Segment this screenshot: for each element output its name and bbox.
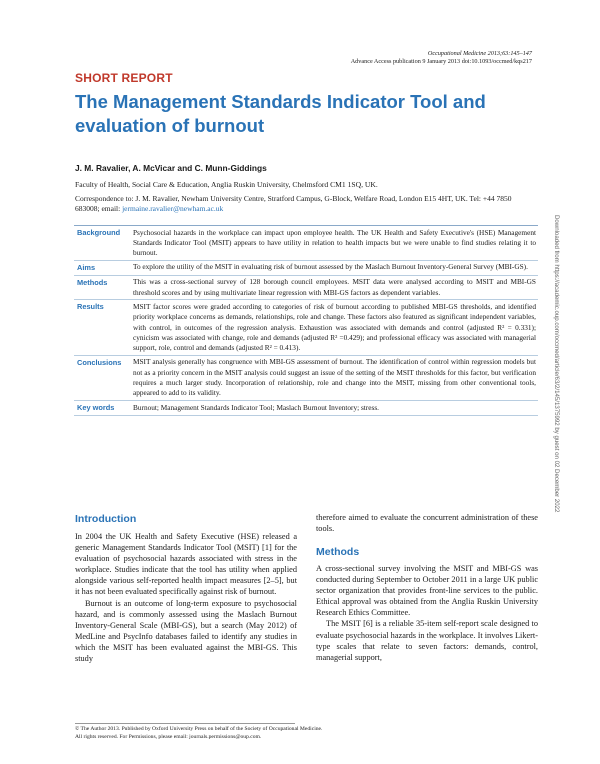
methods-paragraph: A cross-sectional survey involving the MSIT and MBI-GS was conducted during September to October 2011 in a large UK public sector organization that provides front-line services to the public. Ethical approval was obtained from the Anglia Ruskin University Research Ethics Committee. <box>316 564 538 618</box>
intro-paragraph: therefore aimed to evaluate the concurrent administration of these tools. <box>316 513 538 534</box>
abstract-row-aims <box>74 261 538 276</box>
abstract-label: Key words <box>77 403 115 413</box>
abstract-row-results <box>74 300 538 355</box>
abstract-row-keywords <box>74 401 538 416</box>
article-title: The Management Standards Indicator Tool and evaluation of burnout <box>75 91 486 136</box>
email-link[interactable]: jermaine.ravalier@newham.ac.uk <box>122 204 224 213</box>
methods-heading: Methods <box>316 546 360 558</box>
abstract-text: MSIT analysis generally has congruence with MBI-GS assessment of burnout. The identification of control within regression models but not as a priority concern in the MSIT analysis could suggest an issue of the setting of the MSIT thresholds for this factor, but verification requires a much larger study. Incorporation of relationship, role and change into the MSIT, missing from other conventional tools, appeared to add to its validity. <box>133 357 536 398</box>
abstract-label: Conclusions <box>77 357 122 367</box>
abstract-text: MSIT factor scores were graded according to categories of risk of burnout according to published MBI-GS thresholds, and identified priority workplace concerns as demands, relationships, role and change. These factors also featured as significant independent variables, with control, in outcomes of the regression analysis. Exhaustion was associated with demands and control (adjusted R² = 0.331); cynicism was associated with change, role and demands (adjusted R² =0.429); and professional efficacy was associated with managerial support, role, control and demands (adjusted R² = 0.413). <box>133 301 536 353</box>
journal-citation: Occupational Medicine 2013;63:145–147 <box>427 50 532 57</box>
section-label: SHORT REPORT <box>75 71 173 85</box>
intro-continuation <box>316 512 538 534</box>
affiliation: Faculty of Health, Social Care & Education, Anglia Ruskin University, Chelmsford CM1 1SQ, UK. <box>75 180 378 189</box>
introduction-body <box>75 531 297 664</box>
abstract-row-methods <box>74 276 538 301</box>
abstract-text: Psychosocial hazards in the workplace can impact upon employee health. The UK Health and Safety Executive's (HSE) Management Standards Indicator Tool (MSIT) appears to have utility in relation to health impacts but we were unable to find studies relating it to burnout. <box>133 227 536 258</box>
abstract-row-conclusions <box>74 356 538 401</box>
abstract-label: Results <box>77 302 104 312</box>
abstract-label: Aims <box>77 262 96 272</box>
footer-divider <box>75 723 295 724</box>
abstract-text: This was a cross-sectional survey of 128 borough council employees. MSIT data were analysed according to MSIT and MBI-GS threshold scores and by using multivariate linear regression with MBI-GS factors as dependent variables. <box>133 277 536 297</box>
methods-paragraph: The MSIT [6] is a reliable 35-item self-report scale designed to evaluate psychosocial hazards in the workplace. It involves Likert-type scales that relate to seven factors: demands, control, managerial support, <box>316 619 538 662</box>
correspondence-text: Correspondence to: J. M. Ravalier, Newham University Centre, Stratford Campus, G-Block, Welfare Road, London E15 4HT, UK. Tel: +44 7850 683008; email: <box>75 194 512 213</box>
authors: J. M. Ravalier, A. McVicar and C. Munn-Giddings <box>75 163 267 173</box>
copyright-line: © The Author 2013. Published by Oxford University Press on behalf of the Society of Occupational Medicine. <box>75 726 323 732</box>
intro-paragraph: In 2004 the UK Health and Safety Executive (HSE) released a generic Management Standards Indicator Tool (MSIT) [1] for the evaluation of psychosocial hazards associated with stress in the workplace. Studies indicate that the tool has utility when applied alongside various self-reported health impact measures [2–5], but it has not been evaluated specifically against risk of burnout. <box>75 532 297 597</box>
methods-body <box>316 563 538 663</box>
abstract-table <box>74 225 538 416</box>
intro-paragraph: Burnout is an outcome of long-term exposure to psychosocial hazard, and is commonly assessed using the Maslach Burnout Inventory-General Scale (MBI-GS), but a search (May 2012) of MedLine and PsycInfo databases failed to identify any studies in which the MSIT has been evaluated against the MBI-GS. This study <box>75 598 297 664</box>
access-line: Advance Access publication 9 January 2013 doi:10.1093/occmed/kqs217 <box>350 58 532 65</box>
introduction-heading: Introduction <box>75 513 137 525</box>
abstract-label: Methods <box>77 277 108 287</box>
abstract-label: Background <box>77 228 121 237</box>
abstract-row-background <box>74 226 538 261</box>
correspondence <box>75 194 537 214</box>
abstract-text: To explore the utility of the MSIT in evaluating risk of burnout assessed by the Maslach Burnout Inventory-General Survey (MBI-GS). <box>133 262 528 272</box>
permissions-line: All rights reserved. For Permissions, please email: journals.permissions@oup.com. <box>75 733 262 740</box>
abstract-text: Burnout; Management Standards Indicator Tool; Maslach Burnout Inventory; stress. <box>133 402 379 412</box>
copyright-footer <box>75 726 475 741</box>
download-note: Downloaded from https://academic.oup.com/occmed/article/63/2/145/1375992 by guest on 02 December 2022 <box>553 215 560 513</box>
